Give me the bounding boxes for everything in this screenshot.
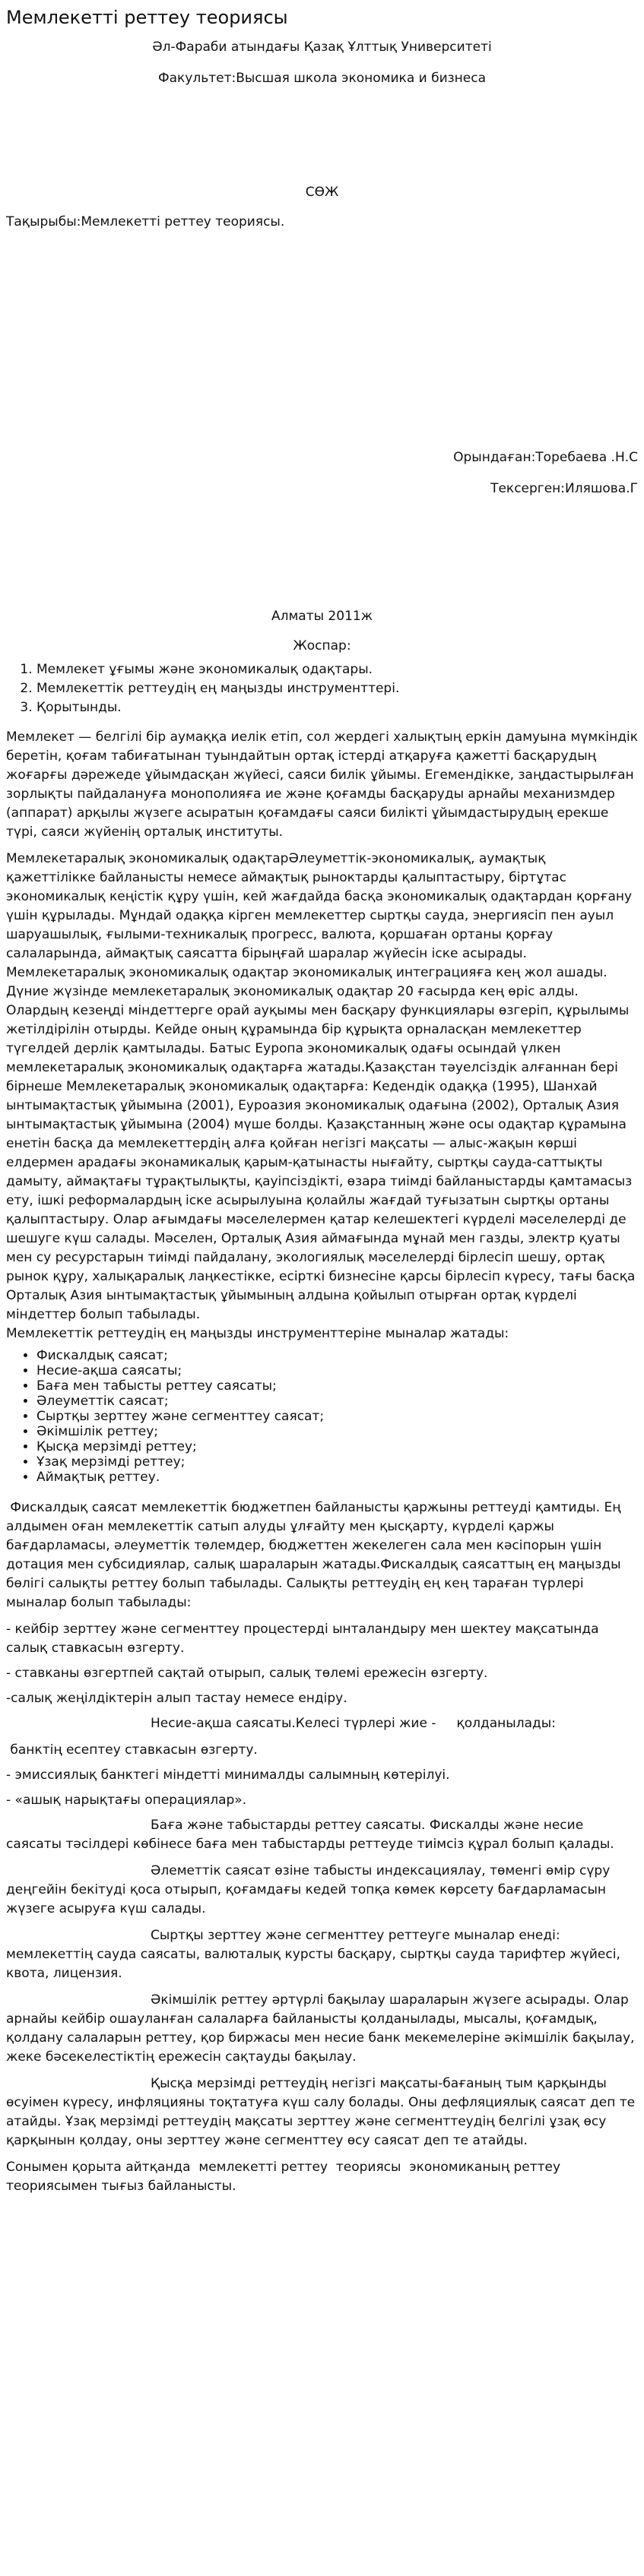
plan-item: 2. Мемлекеттік реттеудің ең маңызды инструменттері.: [36, 679, 638, 698]
credit-item: - эмиссиялық банктегі міндетті минималды салымның көтерілуі.: [6, 1767, 450, 1783]
credit-item: - «ашық нарықтағы операциялар».: [6, 1793, 247, 1808]
spacer: [6, 88, 638, 183]
faculty-name: Факультет:Высшая школа экономика и бизнеса: [157, 71, 487, 86]
paragraph-conclusion: Сонымен қорыта айтқанда мемлекетті реттеу теориясы экономиканың реттеу теориясымен тығыз байланысты.: [6, 2160, 569, 2194]
sozh-heading: СӨЖ: [305, 185, 339, 200]
paragraph-price: Баға және табыстарды реттеу саясаты. Фискалды және несие саясаты тәсілдері көбінесе баға мен табыстарды реттеуде тиімсіз құрал болып қалады.: [6, 1818, 614, 1852]
paragraph-short-term: Қысқа мерзімді реттеудің негізгі мақсаты-бағаның тым қарқынды өсуімен күресу, инфляцияны тоқтатуға күш салу болады. Оны дефляциялық саясат деп те атайды. Ұзақ мерзімді реттеудің мақсаты зерттеу және сегменттеудің белгілі ұзақ өсу қарқынын қолдау, оны зерттеу және сегменттеу өсу саясат деп те атайды.: [6, 2076, 636, 2148]
list-item: • Ұзақ мерзімді реттеу;: [36, 1454, 638, 1470]
tools-list: [6, 1348, 638, 1485]
plan-list: [6, 660, 638, 717]
paragraph-unions: Мемлекетаралық экономикалық одақтарӘлеуметтік-экономикалық, аумақтық қажеттілікке байланысты немесе аймақтық рыноктарды қалыптастыру, біртұтас экономикалық кеңістік құру үшін, кей жағдайда басқа экономикалық одақтардан қорғану үшін құрылады. Мұндай одаққа кірген мемлекеттер сыртқы сауда, энергиясіп пен ауыл шаруашылық, ғылыми-техникалық прогресс, валюта, қоршаған ортаны қорғау салаларында, аймақтық саясатта бірыңғай шаралар жүйесін іске асырады. Мемлекетаралық экономикалық одақтар экономикалық интеграцияға кең жол ашады. Дүние жүзінде мемлекетаралық экономикалық одақтар 20 ғасырда кең өріс алды. Олардың кезеңді міндеттерге орай ауқымы мен басқару функциялары өзгеріп, құрылымы жетілдірілін отырды. Кейде оның құрамында бір құрықта орналасқан мемлекеттер түгелдей дерлік қамтылады. Батыс Еуропа экономикалық одағы осындай үлкен мемлекетаралық экономикалық одақтарға жатады.Қазақстан тәуелсіздік алғаннан бері бірнеше Мемлекетаралық экономикалық одақтарға: Кедендік одаққа (1995), Шанхай ынтымақтастық ұйымына (2001), Еуроазия экономикалық одағына (2002), Орталық Азия ынтымақтастық ұйымына (2004) мүше болды. Қазақстанның және осы одақтар құрамына енетін басқа да мемлекеттердің алға қойған негізгі мақсаты — алыс-жақын көрші елдермен арадағы эконамикалық қарым-қатынасты нығайту, сыртқы сауда-саттықты дамыту, аймақтағы тұрақтылықты, қауіпсіздікті, өзара тиімді байланыстарды қамтамасыз ету, ішкі реформалардың іске асырылуына қолайлы жағдай туғызатын сыртқы ортаны қалыптастыру. Олар ағымдағы мәселелермен қатар келешектегі күрделі мәселелерді де шешуге күш салады. Мәселен, Орталық Азия аймағында мұнай мен газды, электр қуаты мен су ресурстарын тиімді пайдалану, экологиялық мәселелерді бірлесіп шешу, ортақ рынок құру, халықаралық лаңкестікке, есірткі бизнесіне қарсы бірлесіп күресу, тағы басқа Орталық Азия ынтымақтастық ұйымының алдына қойылып отырған ортақ күрделі міндеттер болып табылады.: [6, 851, 636, 1322]
paragraph-fiscal: Фискалдық саясат мемлекеттік бюджетпен байланысты қаржыны реттеуді қамтиды. Ең алдымен оған мемлекеттік сатып алуды ұлғайту мен қысқарту, күрделі қаржы бағдарламасы, әлеуметтік төлемдер, бюджеттен жекелеген сала мен кәсіпорын үшін дотация мен субсидиялар, салық шараларын жатады.Фискалдық саясаттың ең маңызды бөлігі салықты реттеу болып табылады. Салықты реттеудің ең кең тараған түрлері мыналар болып табылады:: [6, 1500, 625, 1610]
plan-item: 3. Қорытынды.: [36, 698, 638, 717]
list-item: • Әкімшілік реттеу;: [36, 1424, 638, 1439]
city-year: Алматы 2011ж: [271, 609, 373, 624]
list-item: • Баға мен табысты реттеу саясаты;: [36, 1378, 638, 1394]
paragraph-foreign: Сыртқы зерттеу және сегменттеу реттеуге мыналар енеді: мемлекеттің сауда саясаты, валюталық курсты басқару, сыртқы сауда тарифтер жүйесі, квота, лицензия.: [6, 1928, 620, 1981]
university-name: Әл-Фараби атындағы Қазақ Ұлттық Университеті: [152, 40, 492, 55]
author-line: Орындаған:Торебаева .Н.С: [453, 450, 638, 465]
tools-intro: Мемлекеттік реттеудің ең маңызды инструменттеріне мыналар жатады:: [6, 1326, 509, 1341]
document-title: Мемлекетті реттеу теориясы: [6, 7, 288, 28]
plan-item: 1. Мемлекет ұғымы және экономикалық одақтары.: [36, 660, 638, 679]
paragraph-social: Әлеметтік саясат өзіне табысты индексациялау, төменгі өмір сүру деңгейін бекітуді қоса отырып, қоғамдағы кедей топқа көмек көрсету бағдарламасын жүзеге асыруға күш салады.: [6, 1863, 611, 1916]
tax-item: - кейбір зерттеу және сегменттеу процестерді ынталандыру мен шектеу мақсатында салық ставкасын өзгерту.: [6, 1622, 599, 1656]
paragraph-credit: Несие-ақша саясаты.Келесі түрлері жие - қолданылады:: [151, 1716, 556, 1731]
spacer: [6, 239, 638, 448]
plan-title: Жоспар:: [293, 638, 351, 653]
list-item: • Фискалдық саясат;: [36, 1348, 638, 1363]
topic-line: Тақырыбы:Мемлекетті реттеу теориясы.: [6, 214, 285, 229]
credit-item: банктің есептеу ставкасын өзгерту.: [6, 1742, 258, 1758]
list-item: • Сыртқы зерттеу және сегменттеу саясат;: [36, 1409, 638, 1424]
spacer: [6, 498, 638, 607]
list-item: • Несие-ақша саясаты;: [36, 1363, 638, 1378]
tax-item: - ставканы өзгертпей сақтай отырып, салық төлемі ережесін өзгерту.: [6, 1666, 488, 1681]
paragraph-state-definition: Мемлекет — белгілі бір аумаққа иелік етіп, сол жердегі халықтың еркін дамуына мүмкіндік беретін, қоғам табиғатынан туындайтын ортақ істерді атқаруға қажетті басқарудың жоғарғы дәрежеде ұйымдасқан жүйесі, саяси билік ұйымы. Егемендікке, заңдастырылған зорлықты пайдалануға монополияға ие және қоғамды басқаруды арнайы механизмдер (аппарат) арқылы жүзеге асыратын қоғамдағы саяси билікті ұйымдастырудың ерекше түрі, саяси жүйенің орталық институты.: [6, 729, 639, 840]
list-item: • Аймақтық реттеу.: [36, 1470, 638, 1485]
tax-item: -салық жеңілдіктерін алып тастау немесе ендіру.: [6, 1691, 347, 1706]
checker-line: Тексерген:Иляшова.Г: [490, 481, 638, 496]
list-item: • Қысқа мерзімді реттеу;: [36, 1439, 638, 1454]
list-item: • Әлеуметтік саясат;: [36, 1394, 638, 1409]
paragraph-admin: Әкімшілік реттеу әртүрлі бақылау шараларын жүзеге асырады. Олар арнайы кейбір ошауланған салаларға байланысты қолданылады, мысалы, қоғамдық, қолдану салаларын реттеу, қор биржасы мен несие банк мекемелеріне әкімшілік бақылау, жеке бәсекелестіктің ережесін сақтауды бақылау.: [6, 1992, 635, 2065]
